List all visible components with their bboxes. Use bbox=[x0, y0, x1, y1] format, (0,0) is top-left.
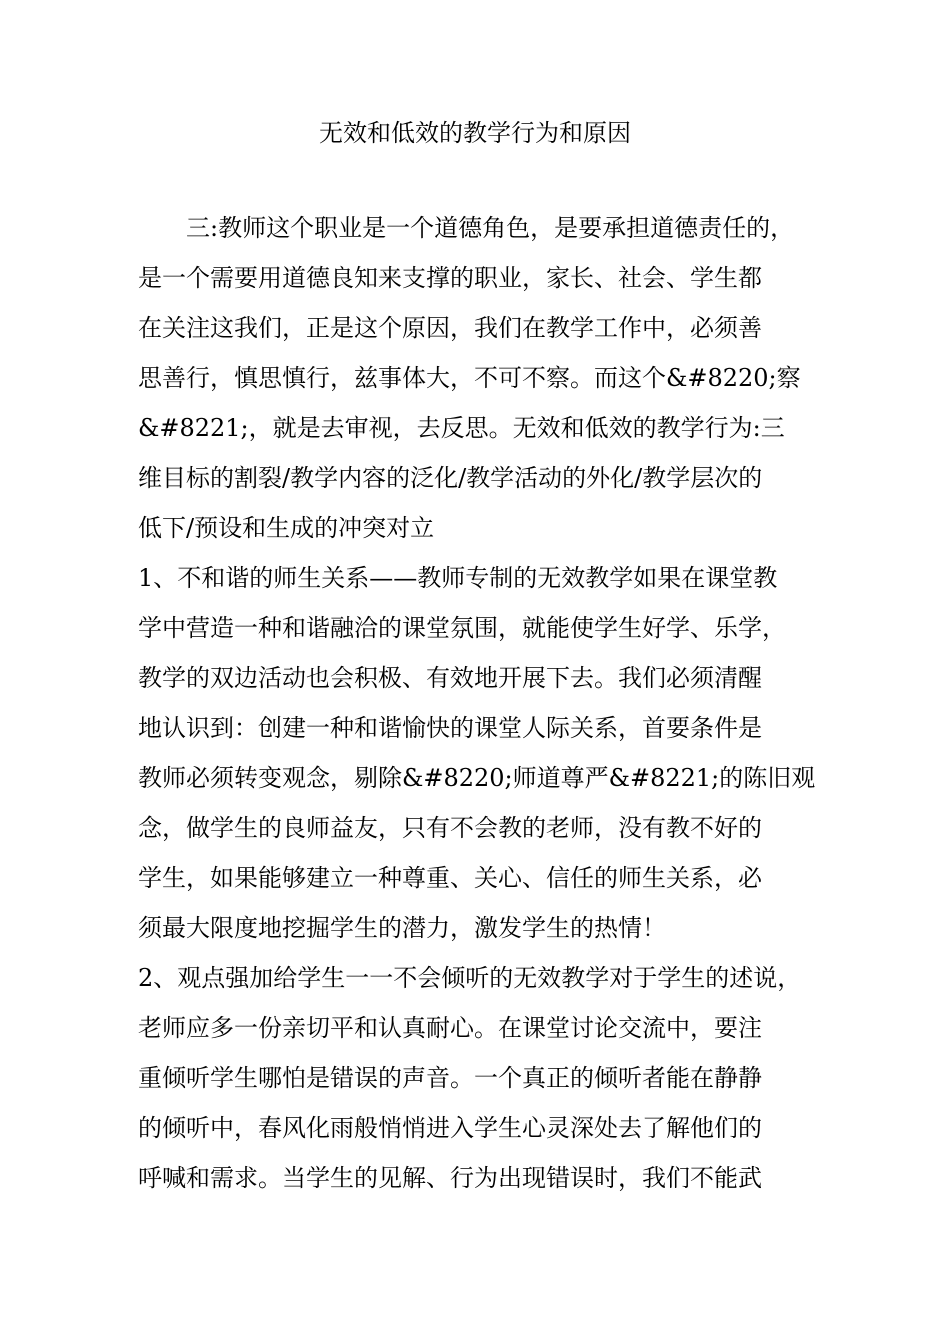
paragraph-1-line-6: 维目标的割裂/教学内容的泛化/教学活动的外化/教学层次的 bbox=[138, 464, 763, 492]
paragraph-3-line-1: 2、观点强加给学生一一不会倾听的无效教学对于学生的述说， bbox=[138, 964, 802, 992]
paragraph-3-line-2: 老师应多一份亲切平和认真耐心。在课堂讨论交流中，要注 bbox=[138, 1014, 762, 1042]
paragraph-1-line-5: &#8221;，就是去审视，去反思。无效和低效的教学行为:三 bbox=[138, 414, 785, 442]
paragraph-2-line-8: 须最大限度地挖掘学生的潜力，激发学生的热情！ bbox=[138, 914, 666, 942]
paragraph-3-line-3: 重倾听学生哪怕是错误的声音。一个真正的倾听者能在静静 bbox=[138, 1064, 762, 1092]
paragraph-2-line-3: 教学的双边活动也会积极、有效地开展下去。我们必须清醒 bbox=[138, 664, 762, 692]
paragraph-1-line-1: 三:教师这个职业是一个道德角色，是要承担道德责任的， bbox=[186, 214, 795, 242]
document-title: 无效和低效的教学行为和原因 bbox=[319, 119, 631, 147]
paragraph-1-line-3: 在关注这我们，正是这个原因，我们在教学工作中，必须善 bbox=[138, 314, 762, 342]
paragraph-2-line-6: 念，做学生的良师益友，只有不会教的老师，没有教不好的 bbox=[138, 814, 762, 842]
paragraph-2-line-2: 学中营造一种和谐融洽的课堂氛围，就能使学生好学、乐学， bbox=[138, 614, 786, 642]
paragraph-3-line-5: 呼喊和需求。当学生的见解、行为出现错误时，我们不能武 bbox=[138, 1164, 762, 1192]
paragraph-2-line-4: 地认识到：创建一种和谐愉快的课堂人际关系，首要条件是 bbox=[138, 714, 762, 742]
paragraph-2-line-5: 教师必须转变观念，剔除&#8220;师道尊严&#8221;的陈旧观 bbox=[138, 764, 816, 792]
paragraph-3-line-4: 的倾听中，春风化雨般悄悄进入学生心灵深处去了解他们的 bbox=[138, 1114, 762, 1142]
paragraph-2-line-1: 1、不和谐的师生关系——教师专制的无效教学如果在课堂教 bbox=[138, 564, 778, 592]
paragraph-1-line-7: 低下/预设和生成的冲突对立 bbox=[138, 514, 435, 542]
paragraph-1-line-4: 思善行，慎思慎行，兹事体大，不可不察。而这个&#8220;察 bbox=[138, 364, 801, 392]
paragraph-1-line-2: 是一个需要用道德良知来支撑的职业，家长、社会、学生都 bbox=[138, 264, 762, 292]
paragraph-2-line-7: 学生，如果能够建立一种尊重、关心、信任的师生关系，必 bbox=[138, 864, 762, 892]
